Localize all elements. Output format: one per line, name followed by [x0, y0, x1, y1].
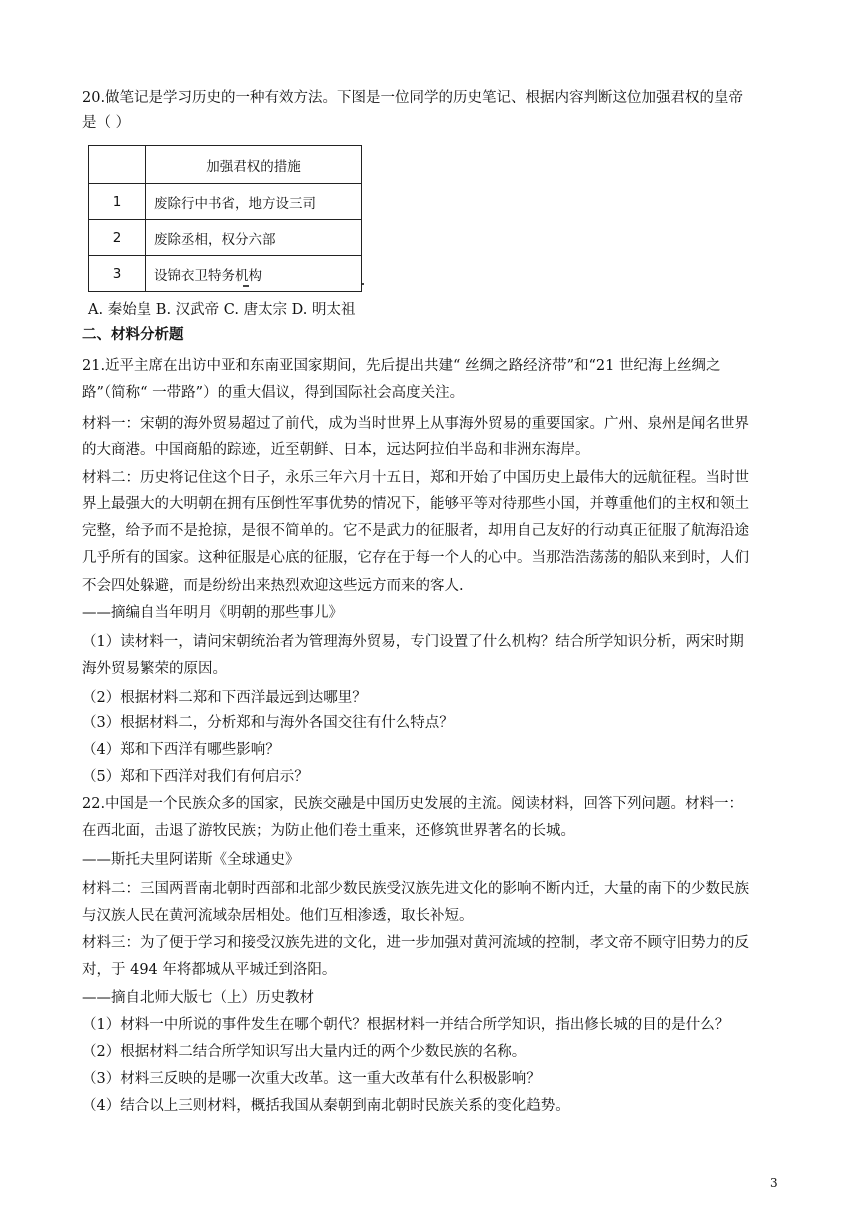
- q22-line: 材料二：三国两晋南北朝时西部和北部少数民族受汉族先进文化的影响不断内迁，大量的南下的少数民族: [82, 881, 749, 897]
- q21-subquestion: （4）郑和下西洋有哪些影响？: [82, 742, 280, 758]
- q21-line: 材料二：历史将记住这个日子，永乐三年六月十五日，郑和开始了中国历史上最伟大的远航征程。当时世: [82, 470, 749, 486]
- page-number: 3: [770, 1176, 778, 1190]
- q21-subquestion: 海外贸易繁荣的原因。: [82, 661, 227, 677]
- q21-line: 路”（简称“ 一带路”）的重大倡议，得到国际社会高度关注。: [82, 385, 465, 401]
- table-row-number: 3: [89, 256, 146, 292]
- table-row-text: 废除行中书省，地方设三司: [146, 184, 362, 220]
- q21-subquestion: （5）郑和下西洋对我们有何启示？: [82, 769, 309, 785]
- q22-line: 材料三：为了便于学习和接受汉族先进的文化，进一步加强对黄河流域的控制，孝文帝不顾守旧势力的反: [82, 935, 749, 951]
- q22-line: 对，于 494 年将都城从平城迁到洛阳。: [82, 962, 337, 978]
- q21-line: 21.近平主席在出访中亚和东南亚国家期间，先后提出共建“ 丝绸之路经济带”和“21 世纪海上丝绸之: [82, 358, 721, 374]
- q22-source: ——摘自北师大版七（上）历史教材: [82, 990, 314, 1006]
- q21-line: 几乎所有的国家。这种征服是心底的征服，它存在于每一个人的心中。当那浩浩荡荡的船队来到时，人们: [82, 550, 749, 566]
- q22-subquestion: （2）根据材料二结合所学知识写出大量内迁的两个少数民族的名称。: [82, 1044, 527, 1060]
- table-header-cell: 加强君权的措施: [146, 146, 362, 184]
- q21-line: 不会四处躲避，而是纷纷出来热烈欢迎这些远方而来的客人.: [82, 578, 464, 594]
- table-row-number: 1: [89, 184, 146, 220]
- table-row-number: 2: [89, 220, 146, 256]
- table-row-text: 设锦衣卫特务机构: [146, 256, 362, 292]
- q22-line: 在西北面，击退了游牧民族；为防止他们卷土重来，还修筑世界著名的长城。: [82, 823, 575, 839]
- q22-subquestion: （1）材料一中所说的事件发生在哪个朝代？根据材料一并结合所学知识，指出修长城的目的是什么？: [82, 1017, 730, 1033]
- q22-line: 22.中国是一个民族众多的国家，民族交融是中国历史发展的主流。阅读材料，回答下列问题。材料一：: [82, 796, 744, 812]
- table-row: [89, 256, 362, 292]
- section-title: 二、材料分析题: [82, 326, 184, 343]
- q22-line: 与汉族人民在黄河流域杂居相处。他们互相渗透，取长补短。: [82, 908, 474, 924]
- q21-line: 完整，给予而不是抢掠，是很不简单的。它不是武力的征服者，却用自己友好的行动真正征服了航海沿途: [82, 523, 749, 539]
- scan-mark: [243, 285, 249, 287]
- table-row: [89, 220, 362, 256]
- q20-stem-line-2: 是（ ）: [82, 115, 131, 131]
- table-header-blank-cell: [89, 146, 146, 184]
- q20-stem-line-1: 20.做笔记是学习历史的一种有效方法。下图是一位同学的历史笔记、根据内容判断这位加强君权的皇帝: [82, 90, 744, 106]
- q21-line: 界上最强大的大明朝在拥有压倒性军事优势的情况下，能够平等对待那些小国，并尊重他们的主权和领土: [82, 496, 749, 512]
- table-header-row: [89, 146, 362, 184]
- table-row-text: 废除丞相，权分六部: [146, 220, 362, 256]
- scan-dot: [362, 283, 364, 285]
- q22-source: ——斯托夫里阿诺斯《全球通史》: [82, 852, 300, 868]
- table-row: [89, 184, 362, 220]
- q20-options: A. 秦始皇 B. 汉武帝 C. 唐太宗 D. 明太祖: [88, 302, 356, 318]
- history-notes-table: [88, 145, 362, 292]
- q22-subquestion: （4）结合以上三则材料，概括我国从秦朝到南北朝时民族关系的变化趋势。: [82, 1098, 570, 1114]
- q21-source: ——摘编自当年明月《明朝的那些事儿》: [82, 605, 343, 621]
- notes-table-container: [88, 145, 362, 285]
- q21-line: 的大商港。中国商船的踪迹，近至朝鲜、日本，远达阿拉伯半岛和非洲东海岸。: [82, 442, 590, 458]
- q22-subquestion: （3）材料三反映的是哪一次重大改革。这一重大改革有什么积极影响？: [82, 1071, 541, 1087]
- q21-subquestion: （2）根据材料二郑和下西洋最远到达哪里？: [82, 690, 367, 706]
- q21-subquestion: （3）根据材料二，分析郑和与海外各国交往有什么特点？: [82, 715, 454, 731]
- q21-subquestion: （1）读材料一，请问宋朝统治者为管理海外贸易，专门设置了什么机构？结合所学知识分析，两宋时期: [82, 634, 744, 650]
- q21-line: 材料一：宋朝的海外贸易超过了前代，成为当时世界上从事海外贸易的重要国家。广州、泉州是闻名世界: [82, 416, 749, 432]
